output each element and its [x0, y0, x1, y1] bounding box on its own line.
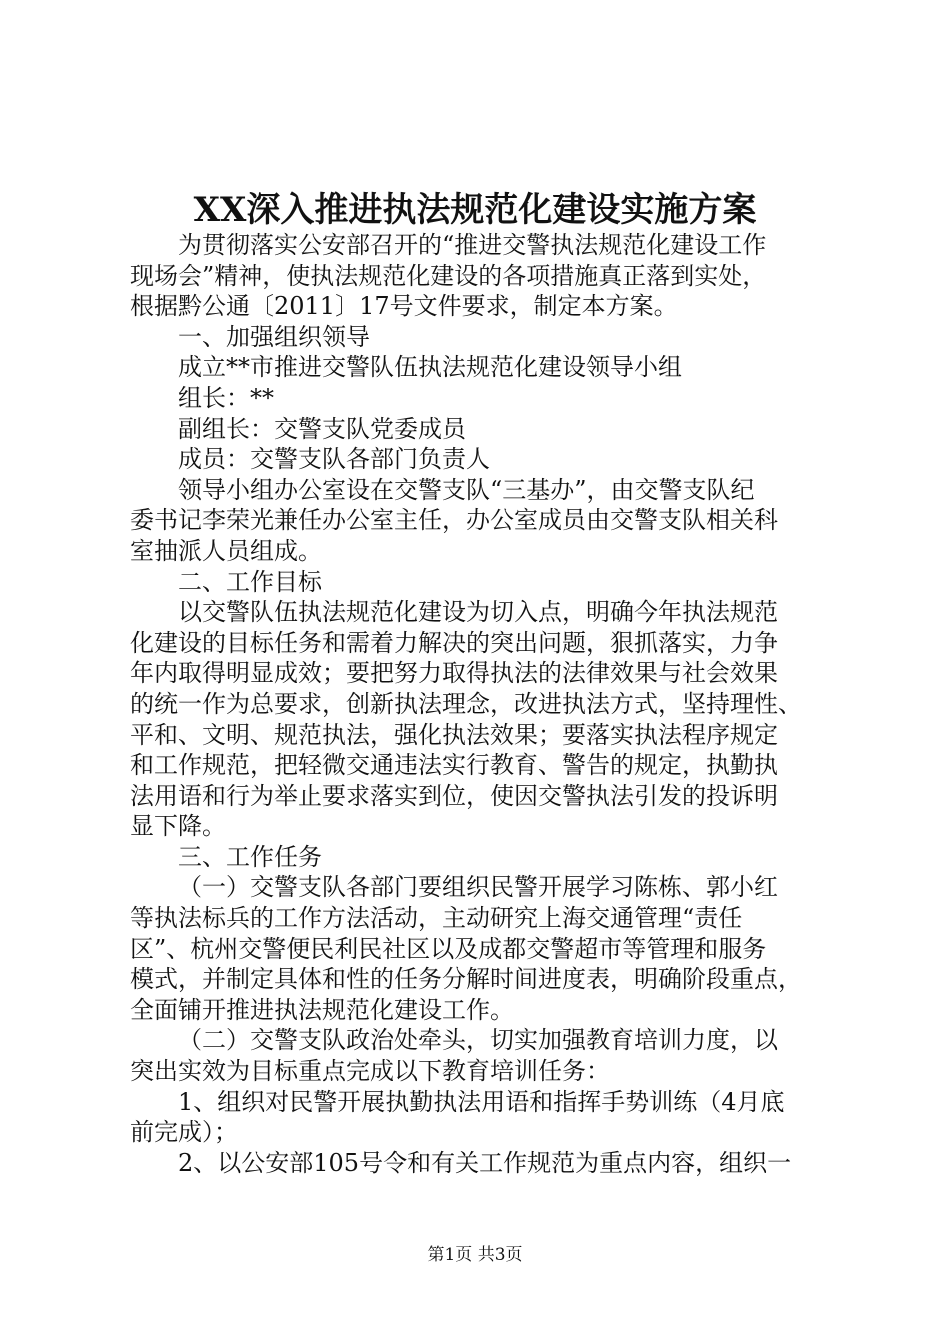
- document-body: [130, 230, 830, 1178]
- text-line: 区”、杭州交警便民利民社区以及成都交警超市等管理和服务: [130, 934, 767, 963]
- text-line: 成员：交警支队各部门负责人: [178, 445, 490, 474]
- text-line: 副组长：交警支队党委成员: [178, 414, 466, 443]
- text-line: 1、组织对民警开展执勤执法用语和指挥手势训练（4月底: [178, 1087, 785, 1116]
- document-title: XX深入推进执法规范化建设实施方案: [193, 190, 757, 230]
- page-footer: 第1页 共3页: [427, 1245, 523, 1265]
- text-line: 委书记李荣光兼任办公室主任，办公室成员由交警支队相关科: [130, 506, 778, 535]
- text-line: 法用语和行为举止要求落实到位，使因交警执法引发的投诉明: [130, 781, 778, 810]
- text-line: 根据黔公通〔2011〕17号文件要求，制定本方案。: [130, 292, 678, 321]
- text-line: 领导小组办公室设在交警支队“三基办”，由交警支队纪: [178, 475, 755, 504]
- text-line: 一、加强组织领导: [178, 322, 370, 351]
- text-line: 2、以公安部105号令和有关工作规范为重点内容，组织一: [178, 1148, 792, 1177]
- text-line: 年内取得明显成效；要把努力取得执法的法律效果与社会效果: [130, 659, 778, 688]
- text-line: 全面铺开推进执法规范化建设工作。: [130, 995, 514, 1024]
- text-line: 以交警队伍执法规范化建设为切入点，明确今年执法规范: [178, 598, 778, 627]
- text-line: （二）交警支队政治处牵头，切实加强教育培训力度，以: [178, 1026, 778, 1055]
- text-line: 前完成）；: [130, 1118, 238, 1147]
- text-line: 现场会”精神，使执法规范化建设的各项措施真正落到实处，: [130, 261, 767, 290]
- text-line: 组长：**: [178, 383, 274, 412]
- text-line: 二、工作目标: [178, 567, 322, 596]
- text-line: 等执法标兵的工作方法活动，主动研究上海交通管理“责任: [130, 904, 743, 933]
- text-line: 成立**市推进交警队伍执法规范化建设领导小组: [178, 353, 682, 382]
- text-line: 突出实效为目标重点完成以下教育培训任务：: [130, 1057, 610, 1086]
- text-line: 显下降。: [130, 812, 226, 841]
- text-line: 和工作规范，把轻微交通违法实行教育、警告的规定，执勤执: [130, 751, 778, 780]
- text-line: 为贯彻落实公安部召开的“推进交警执法规范化建设工作: [178, 231, 767, 259]
- text-line: 平和、文明、规范执法，强化执法效果；要落实执法程序规定: [130, 720, 778, 749]
- text-line: （一）交警支队各部门要组织民警开展学习陈栋、郭小红: [178, 873, 778, 902]
- text-line: 三、工作任务: [178, 842, 322, 871]
- text-line: 室抽派人员组成。: [130, 536, 322, 565]
- text-line: 的统一作为总要求，创新执法理念，改进执法方式，坚持理性、: [130, 689, 802, 718]
- text-line: 化建设的目标任务和需着力解决的突出问题，狠抓落实，力争: [130, 628, 778, 657]
- text-line: 模式，并制定具体和性的任务分解时间进度表，明确阶段重点，: [130, 965, 802, 994]
